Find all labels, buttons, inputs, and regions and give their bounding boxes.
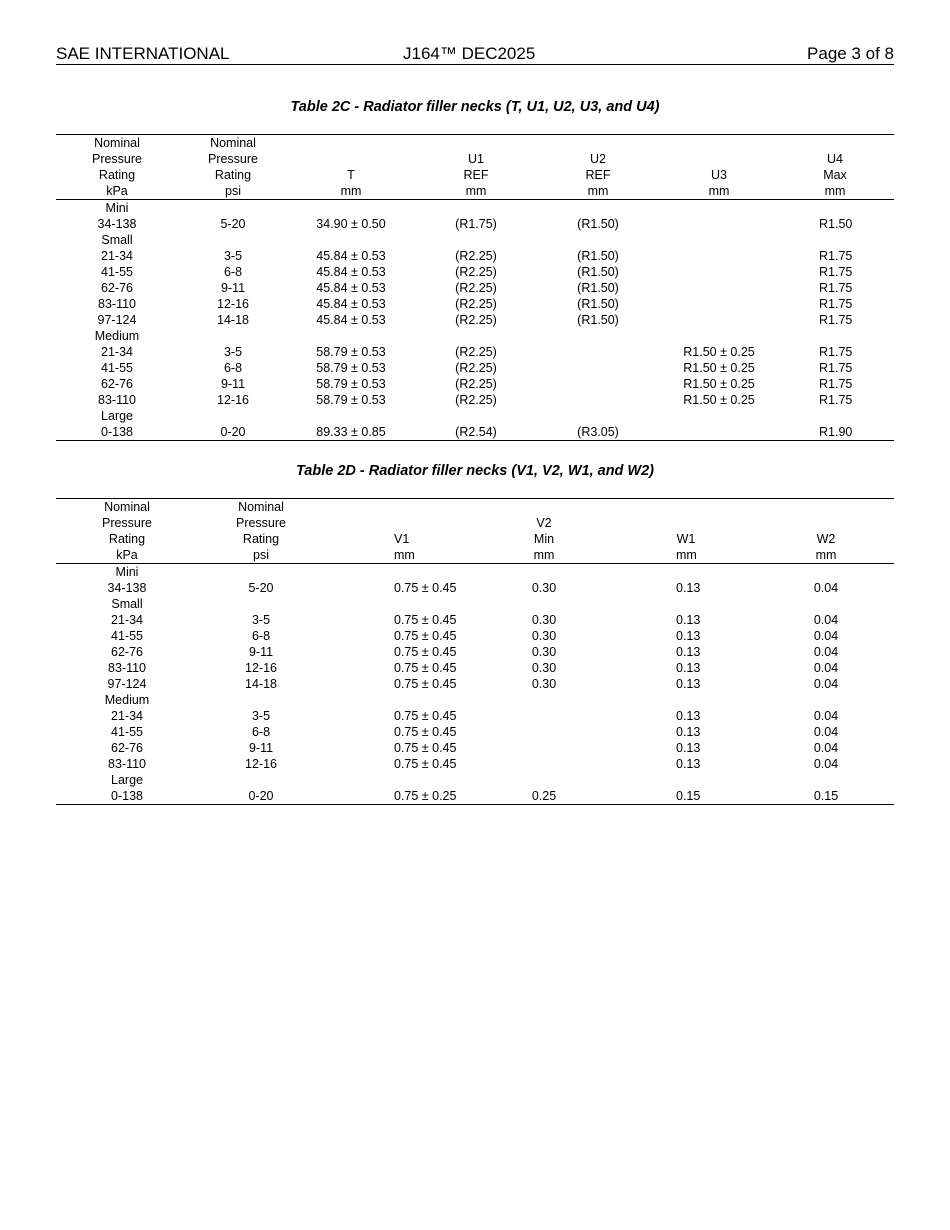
table-cell: 21-34 (111, 613, 143, 627)
column-header-cell: kPa (46, 183, 188, 200)
table-row (56, 708, 894, 724)
table-2c-caption: Table 2C - Radiator filler necks (T, U1, U2, U3, and U4) (290, 99, 660, 115)
table-cell: 41-55 (111, 629, 143, 643)
table-cell: 83-110 (98, 297, 136, 311)
table-cell (127, 564, 395, 581)
table-cell: 12-16 (245, 661, 277, 675)
table-cell: 12-16 (217, 393, 249, 407)
column-header-cell: U3 (711, 168, 727, 182)
column-header-cell (314, 135, 388, 152)
table-cell: 0.30 (531, 661, 557, 675)
table-cell: (R1.50) (577, 217, 619, 231)
table-cell: 0.04 (813, 677, 839, 691)
table-cell (394, 692, 404, 708)
table-cell: 34-138 (107, 581, 147, 595)
table-cell: R1.75 (819, 281, 853, 295)
table-cell: Mini (105, 201, 129, 215)
header-row (56, 151, 894, 167)
table-cell: Large (101, 409, 133, 423)
table-cell: 0.13 (676, 661, 701, 675)
column-header-cell (394, 499, 404, 516)
table-cell: 0.13 (676, 613, 701, 627)
table-row (56, 788, 894, 805)
table-row (56, 580, 894, 596)
table-cell: (R2.25) (455, 297, 497, 311)
column-header-cell: Nominal (56, 499, 198, 516)
table-cell: R1.75 (819, 377, 853, 391)
column-header-cell: psi (127, 547, 395, 564)
table-cell: 0.04 (813, 709, 839, 723)
table-2d-body (56, 564, 894, 805)
table-cell: 0.75 ± 0.45 (394, 677, 457, 691)
table-cell (412, 772, 676, 788)
column-header-cell: Rating (98, 168, 136, 182)
table-cell: 0-138 (56, 788, 198, 805)
table-cell: (R2.54) (407, 424, 545, 441)
table-cell: 0.75 ± 0.45 (394, 661, 457, 675)
table-row (56, 264, 894, 280)
table-row (56, 216, 894, 232)
table-cell: 0.04 (813, 661, 839, 675)
table-cell: 0.13 (676, 709, 701, 723)
header-row (56, 515, 894, 531)
table-cell: 34-138 (97, 217, 137, 231)
organization-name: SAE INTERNATIONAL (56, 44, 230, 63)
table-cell: R1.50 ± 0.25 (683, 377, 755, 391)
table-cell: 12-16 (245, 757, 277, 771)
table-cell: 0.13 (676, 629, 701, 643)
table-cell: 0.04 (813, 725, 839, 739)
table-cell (676, 772, 696, 788)
table-cell: 58.79 ± 0.53 (316, 345, 386, 359)
table-row (56, 628, 894, 644)
table-cell: (R1.50) (577, 313, 619, 327)
table-cell: (R2.25) (455, 313, 497, 327)
table-cell: 62-76 (101, 377, 133, 391)
column-header-cell: mm (759, 547, 893, 564)
table-row (56, 280, 894, 296)
table-2d-caption: Table 2D - Radiator filler necks (V1, V2, W1, and W2) (295, 463, 655, 479)
table-cell (759, 596, 893, 612)
column-header-cell: U4 (827, 152, 843, 166)
column-header-cell: U2 (590, 152, 606, 166)
table-cell: 62-76 (111, 741, 143, 755)
header-row (56, 547, 894, 564)
table-cell (650, 248, 788, 264)
column-header-cell (676, 515, 696, 531)
table-cell: Medium (94, 329, 140, 343)
table-cell: 5-20 (248, 581, 274, 595)
column-header-cell: V2 (536, 516, 552, 530)
table-cell (650, 280, 788, 296)
table-cell (546, 408, 650, 424)
table-cell: 83-110 (108, 757, 146, 771)
column-header-cell: T (347, 168, 355, 182)
table-cell: 0.04 (813, 613, 839, 627)
column-header-cell: Nominal (46, 135, 188, 152)
table-cell (546, 344, 650, 360)
table-cell: 0.30 (531, 645, 557, 659)
table-cell (546, 200, 650, 217)
table-cell: R1.75 (819, 393, 853, 407)
table-cell: (R3.05) (546, 424, 650, 441)
table-cell (412, 596, 676, 612)
table-row (56, 676, 894, 692)
column-header-cell (759, 515, 893, 531)
table-2c-body (56, 200, 894, 441)
table-cell (412, 740, 676, 756)
table-cell: 6-8 (251, 629, 271, 643)
table-row (56, 724, 894, 740)
table-row (56, 376, 894, 392)
table-cell: 14-18 (217, 313, 249, 327)
header-row (56, 183, 894, 200)
table-cell (127, 596, 395, 612)
table-cell: 45.84 ± 0.53 (316, 249, 386, 263)
table-cell (314, 328, 388, 344)
table-cell: 34.90 ± 0.50 (316, 217, 386, 231)
header-row (56, 167, 894, 183)
table-cell (546, 376, 650, 392)
table-cell (676, 564, 696, 581)
table-cell: 45.84 ± 0.53 (316, 281, 386, 295)
column-header-cell: Min (533, 532, 555, 546)
table-cell: 62-76 (101, 281, 133, 295)
table-cell: 0-138 (46, 424, 188, 441)
column-header-cell (676, 499, 696, 516)
table-cell (819, 232, 851, 248)
group-label-row (56, 232, 894, 248)
table-cell: 9-11 (220, 281, 246, 295)
table-cell: 97-124 (97, 313, 137, 327)
column-header-cell: Nominal (127, 499, 395, 516)
table-cell (127, 772, 395, 788)
table-2d-header (56, 499, 894, 564)
table-row (56, 360, 894, 376)
column-header-cell: REF (463, 168, 489, 182)
table-cell: 21-34 (101, 249, 133, 263)
table-row (56, 248, 894, 264)
table-cell: 9-11 (248, 645, 274, 659)
column-header-cell (650, 135, 788, 152)
table-cell (546, 360, 650, 376)
table-cell: 14-18 (245, 677, 277, 691)
table-cell: (R2.25) (455, 393, 497, 407)
table-cell: 9-11 (248, 741, 274, 755)
table-row (56, 740, 894, 756)
column-header-cell: mm (407, 183, 545, 200)
table-cell: (R1.50) (577, 297, 619, 311)
header-row (56, 499, 894, 516)
table-cell (819, 328, 851, 344)
table-cell (394, 596, 404, 612)
column-header-cell (546, 135, 650, 152)
table-row (56, 392, 894, 408)
table-cell (759, 564, 893, 581)
table-cell: R1.90 (819, 425, 853, 439)
table-cell: (R2.25) (455, 361, 497, 375)
column-header-cell (412, 499, 676, 516)
table-cell: R1.75 (819, 249, 853, 263)
document-number: J164™ DEC2025 (403, 44, 536, 63)
table-cell: 0.13 (676, 645, 701, 659)
table-cell (650, 264, 788, 280)
table-cell: 0.25 (412, 788, 676, 805)
table-cell (314, 200, 388, 217)
column-header-cell: mm (650, 183, 788, 200)
table-cell: 9-11 (220, 377, 246, 391)
table-cell: R1.75 (819, 265, 853, 279)
group-label-row (56, 772, 894, 788)
table-cell (676, 596, 696, 612)
table-cell: 5-20 (220, 217, 246, 231)
table-cell: R1.50 ± 0.25 (683, 361, 755, 375)
table-cell: 0.75 ± 0.45 (394, 757, 457, 771)
table-cell: 0.75 ± 0.45 (394, 645, 457, 659)
column-header-cell: mm (314, 183, 388, 200)
table-cell: 45.84 ± 0.53 (316, 265, 386, 279)
table-cell (128, 408, 338, 424)
column-header-cell: Pressure (91, 152, 143, 166)
table-cell (394, 564, 404, 581)
column-header-cell (314, 151, 388, 167)
column-header-cell: Rating (242, 532, 280, 546)
table-cell: (R2.25) (455, 265, 497, 279)
table-cell: 0.75 ± 0.45 (394, 709, 457, 723)
table-cell (650, 312, 788, 328)
group-label-row (56, 408, 894, 424)
table-cell: 0.30 (531, 581, 557, 595)
table-cell: 58.79 ± 0.53 (316, 393, 386, 407)
table-cell (412, 724, 676, 740)
table-cell (412, 564, 676, 581)
table-cell: R1.75 (819, 297, 853, 311)
table-cell (676, 692, 696, 708)
table-row (56, 644, 894, 660)
group-label-row (56, 692, 894, 708)
table-cell: 41-55 (101, 265, 133, 279)
column-header-cell (407, 135, 545, 152)
table-cell: 0.13 (676, 741, 701, 755)
column-header-cell: W2 (816, 532, 836, 546)
table-cell (650, 296, 788, 312)
table-cell: R1.75 (819, 361, 853, 375)
table-cell: Medium (104, 693, 150, 707)
table-cell: 0.75 ± 0.25 (394, 789, 457, 803)
table-cell: 62-76 (111, 645, 143, 659)
table-row (56, 344, 894, 360)
column-header-cell (759, 499, 893, 516)
column-header-cell: REF (585, 168, 611, 182)
table-cell (128, 328, 338, 344)
table-cell (819, 200, 851, 217)
page-header (56, 44, 894, 65)
column-header-cell: Rating (214, 168, 252, 182)
page-number: Page 3 of 8 (807, 44, 894, 63)
table-2c-header (56, 135, 894, 200)
table-cell: 0.75 ± 0.45 (394, 613, 457, 627)
table-cell: 6-8 (223, 265, 243, 279)
table-cell: Large (111, 773, 143, 787)
table-cell: 6-8 (251, 725, 271, 739)
table-cell (128, 232, 338, 248)
column-header-cell: Pressure (207, 152, 259, 166)
table-cell: R1.75 (819, 313, 853, 327)
table-cell (407, 232, 545, 248)
table-cell: 45.84 ± 0.53 (316, 297, 386, 311)
header-row (56, 135, 894, 152)
table-cell: 21-34 (111, 709, 143, 723)
column-header-cell: mm (676, 548, 697, 562)
table-cell (546, 232, 650, 248)
table-cell: (R2.25) (455, 249, 497, 263)
table-2d (56, 498, 894, 805)
table-cell (407, 408, 545, 424)
table-2c (56, 134, 894, 441)
table-cell (650, 232, 788, 248)
header-row (56, 531, 894, 547)
table-cell: (R1.50) (577, 265, 619, 279)
table-cell: Small (101, 233, 133, 247)
table-cell (819, 408, 851, 424)
column-header-cell: mm (412, 547, 676, 564)
table-cell: 0.04 (813, 629, 839, 643)
table-cell (412, 756, 676, 772)
table-cell: 21-34 (101, 345, 133, 359)
table-cell: 0.15 (676, 789, 701, 803)
column-header-cell: mm (819, 183, 851, 200)
table-cell: (R2.25) (455, 281, 497, 295)
table-cell: R1.75 (819, 345, 853, 359)
table-row (56, 424, 894, 441)
column-header-cell: U1 (468, 152, 484, 166)
column-header-cell: mm (394, 548, 415, 562)
table-cell: 0-20 (127, 788, 395, 805)
table-cell: 0.04 (813, 757, 839, 771)
table-cell: 45.84 ± 0.53 (316, 313, 386, 327)
table-cell: 0.13 (676, 757, 701, 771)
table-cell (759, 772, 893, 788)
column-header-cell: psi (128, 183, 338, 200)
table-cell: 41-55 (111, 725, 143, 739)
column-header-cell (819, 135, 851, 152)
table-cell: 89.33 ± 0.85 (314, 424, 388, 441)
table-cell: 83-110 (108, 661, 146, 675)
table-cell (314, 408, 388, 424)
table-cell: R1.50 ± 0.25 (683, 393, 755, 407)
table-row (56, 756, 894, 772)
column-header-cell: W1 (676, 532, 696, 546)
table-cell (412, 692, 676, 708)
table-cell (314, 232, 388, 248)
table-cell: 0.30 (531, 677, 557, 691)
table-cell: (R2.25) (455, 377, 497, 391)
table-cell: R1.50 ± 0.25 (683, 345, 755, 359)
table-cell: 0.75 ± 0.45 (394, 725, 457, 739)
table-cell: 0.13 (676, 677, 701, 691)
table-cell (412, 708, 676, 724)
table-cell (650, 328, 788, 344)
group-label-row (56, 200, 894, 217)
column-header-cell: Rating (108, 532, 146, 546)
table-cell: 3-5 (251, 709, 271, 723)
column-header-cell: kPa (56, 547, 198, 564)
group-label-row (56, 564, 894, 581)
table-cell: (R1.50) (577, 249, 619, 263)
column-header-cell: Nominal (128, 135, 338, 152)
table-cell: 0.15 (759, 788, 893, 805)
table-cell: 6-8 (223, 361, 243, 375)
table-cell: 0.04 (813, 581, 839, 595)
table-cell: 3-5 (223, 249, 243, 263)
table-cell: 12-16 (217, 297, 249, 311)
table-cell: (R1.75) (455, 217, 497, 231)
column-header-cell: V1 (394, 532, 410, 546)
table-cell: (R1.50) (577, 281, 619, 295)
table-cell (650, 200, 788, 217)
table-cell: 41-55 (101, 361, 133, 375)
table-cell: 0.13 (676, 725, 701, 739)
group-label-row (56, 596, 894, 612)
table-cell: 0-20 (128, 424, 338, 441)
column-header-cell (650, 151, 788, 167)
table-cell (546, 328, 650, 344)
table-cell: 0.13 (676, 581, 701, 595)
table-cell: 0.30 (531, 613, 557, 627)
group-label-row (56, 328, 894, 344)
table-cell: 3-5 (223, 345, 243, 359)
table-cell (650, 424, 788, 441)
table-cell (128, 200, 338, 217)
table-cell: 97-124 (107, 677, 147, 691)
table-cell (127, 692, 395, 708)
table-cell: 58.79 ± 0.53 (316, 377, 386, 391)
column-header-cell: Max (823, 168, 847, 182)
table-cell (546, 392, 650, 408)
column-header-cell: Pressure (235, 516, 287, 530)
table-cell: 3-5 (251, 613, 271, 627)
table-cell: 0.30 (531, 629, 557, 643)
table-cell: 0.04 (813, 741, 839, 755)
table-row (56, 296, 894, 312)
column-header-cell: mm (546, 183, 650, 200)
table-cell: Mini (115, 565, 139, 579)
table-cell: 0.75 ± 0.45 (394, 741, 457, 755)
column-header-cell: Pressure (101, 516, 153, 530)
table-cell: 58.79 ± 0.53 (316, 361, 386, 375)
table-cell (650, 408, 788, 424)
table-cell: 0.75 ± 0.45 (394, 581, 457, 595)
table-row (56, 612, 894, 628)
table-cell: Small (111, 597, 143, 611)
table-cell (407, 200, 545, 217)
table-cell: (R2.25) (455, 345, 497, 359)
table-cell: 0.04 (813, 645, 839, 659)
table-cell: 83-110 (98, 393, 136, 407)
table-cell: R1.50 (819, 217, 853, 231)
table-cell (650, 216, 788, 232)
table-cell (759, 692, 893, 708)
column-header-cell (394, 515, 404, 531)
table-row (56, 312, 894, 328)
table-row (56, 660, 894, 676)
table-cell: 0.75 ± 0.45 (394, 629, 457, 643)
table-cell (394, 772, 404, 788)
table-cell (407, 328, 545, 344)
